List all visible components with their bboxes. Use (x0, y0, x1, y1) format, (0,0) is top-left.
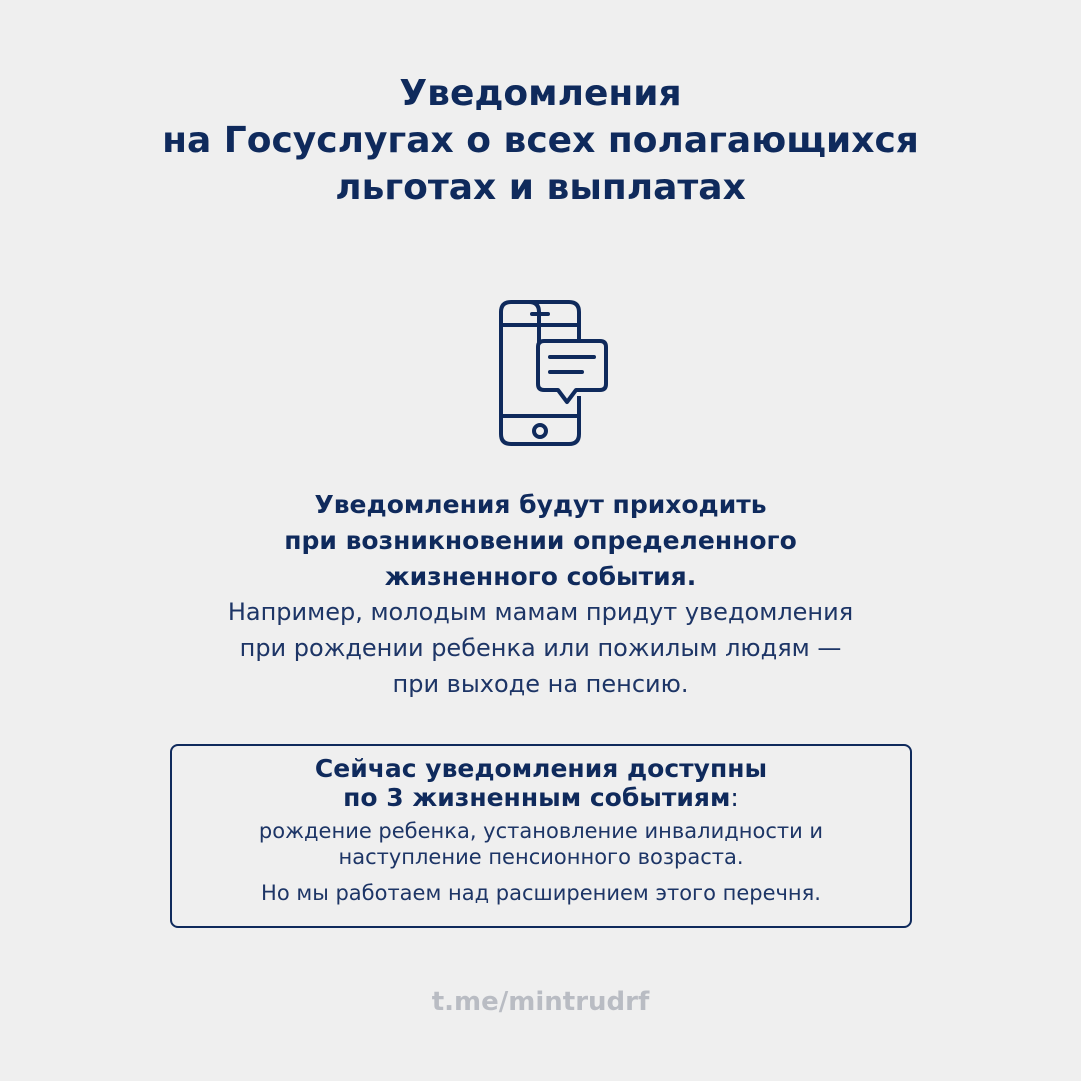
info-box-heading (172, 754, 910, 812)
example-line-1: Например, молодым мамам придут уведомления (227, 598, 854, 626)
info-box-note: Но мы работаем над расширением этого перечня. (261, 881, 821, 905)
phone-with-message-icon (495, 298, 611, 448)
info-box-heading-bold: по 3 жизненным событиям (343, 783, 731, 812)
info-box-text-line-2: наступление пенсионного возраста. (338, 845, 744, 869)
title-line-2: на Госуслугах о всех полагающихся (162, 120, 919, 161)
page-title (0, 70, 1081, 211)
info-box-text-line-1: рождение ребенка, установление инвалидности и (258, 819, 824, 843)
info-box-heading-line-2 (172, 783, 910, 812)
info-box (170, 744, 912, 928)
info-box-heading-colon: : (730, 783, 739, 812)
title-line-1: Уведомления (399, 73, 682, 114)
lead-line-1: Уведомления будут приходить (314, 490, 767, 519)
lead-line-2: при возникновении определенного (284, 526, 797, 555)
example-line-3: при выходе на пенсию. (392, 670, 689, 698)
title-line-3: льготах и выплатах (335, 167, 746, 208)
lead-text (0, 487, 1081, 595)
example-text (0, 594, 1081, 702)
telegram-link[interactable]: t.me/mintrudrf (431, 987, 650, 1017)
info-box-text (172, 818, 910, 870)
info-box-heading-line-1: Сейчас уведомления доступны (314, 754, 768, 783)
lead-line-3: жизненного события. (384, 562, 697, 591)
example-line-2: при рождении ребенка или пожилым людям — (239, 634, 842, 662)
